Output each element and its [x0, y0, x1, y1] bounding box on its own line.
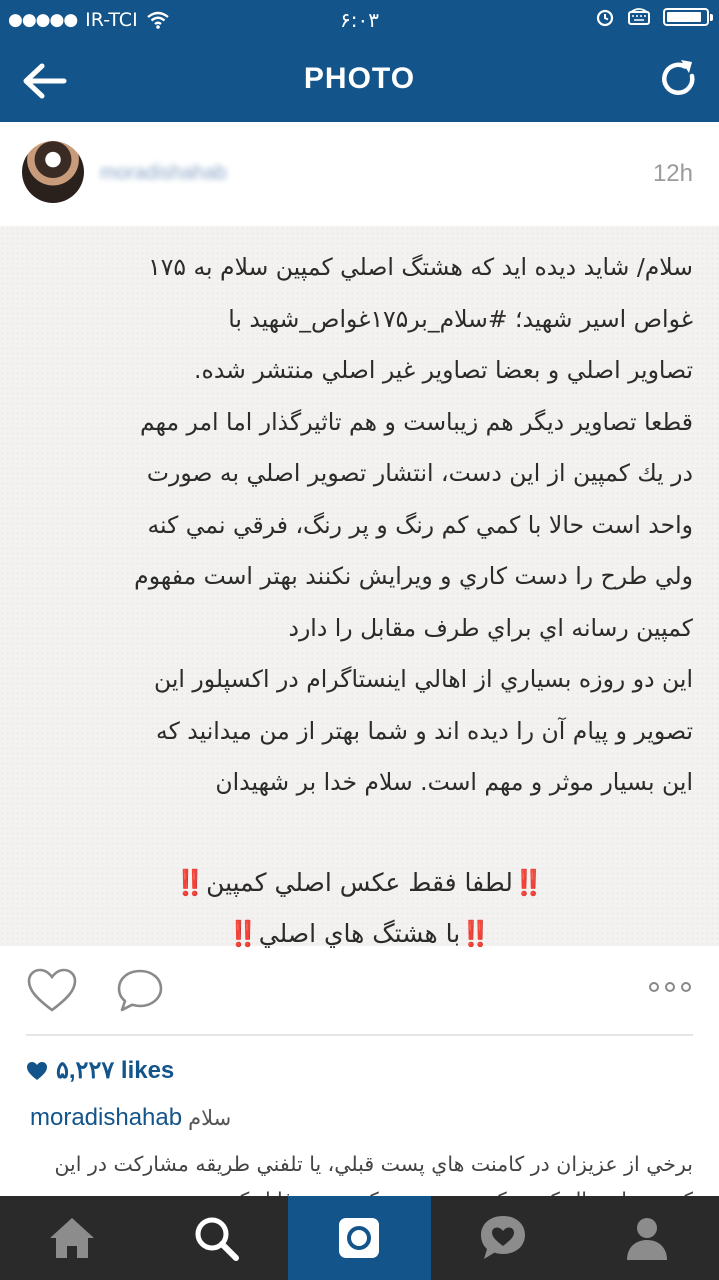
refresh-icon[interactable] — [659, 58, 699, 100]
status-time: ۶:۰۳ — [340, 8, 379, 32]
tty-icon — [627, 7, 651, 27]
photo-text — [26, 242, 693, 960]
post-timestamp: 12h — [652, 160, 693, 187]
tab-home[interactable] — [0, 1196, 144, 1280]
double-exclamation-icon: ‼️ — [512, 867, 545, 897]
signal-strength-icon: ●●●●● — [8, 10, 78, 30]
tab-activity[interactable] — [431, 1196, 575, 1280]
post-header — [0, 122, 719, 226]
post-actions — [0, 946, 719, 1036]
profile-icon — [621, 1212, 673, 1264]
double-exclamation-icon: ‼️ — [227, 919, 259, 948]
post-photo[interactable] — [0, 226, 719, 946]
tab-profile[interactable] — [575, 1196, 719, 1280]
photo-line: ولي طرح را دست کاري و ویرایش نکنند بهتر است مفهوم — [134, 562, 693, 590]
battery-icon — [663, 8, 709, 26]
tab-camera[interactable] — [288, 1196, 432, 1280]
photo-line: تصویر و پیام آن را دیده اند و شما بهتر از من میدانید که — [156, 716, 693, 745]
avatar[interactable] — [22, 141, 84, 203]
photo-line: این دو روزه بسیاري از اهالي اینستاگرام در اکسپلور این — [154, 665, 693, 693]
app-header — [0, 0, 719, 122]
photo-line: کمپین رسانه اي براي طرف مقابل را دارد — [288, 613, 693, 642]
photo-line: قطعا تصاویر دیگر هم زیباست و هم تاثیرگذار اما امر مهم — [139, 407, 693, 436]
photo-line: واحد است حالا با کمي کم رنگ و پر رنگ، فرقي نمي کنه — [147, 510, 693, 539]
caption-first-word: سلام — [188, 1107, 232, 1130]
double-exclamation-icon: ‼️ — [460, 919, 492, 948]
alarm-icon — [595, 7, 615, 27]
username-link[interactable]: moradishahab — [100, 162, 227, 184]
comment-icon[interactable] — [116, 968, 164, 1014]
double-exclamation-icon: ‼️ — [174, 867, 207, 897]
carrier-label: IR-TCI — [85, 9, 138, 31]
page-title: PHOTO — [303, 62, 416, 95]
photo-line: تصاویر اصلي و بعضا تصاویر غیر اصلي منتشر شده. — [194, 356, 693, 384]
photo-line: غواص اسیر شهید؛ #سلام_بر۱۷۵غواص_شهید با — [228, 304, 693, 333]
navigation-bar — [0, 40, 719, 122]
caption-username[interactable]: moradishahab — [30, 1104, 183, 1131]
status-bar — [0, 0, 719, 40]
more-options-icon[interactable] — [649, 982, 691, 992]
likes-label: ۵,۲۲۷ likes — [56, 1057, 175, 1084]
status-right — [595, 7, 709, 27]
home-icon — [46, 1212, 98, 1264]
caption-header — [30, 1104, 231, 1132]
filled-heart-icon — [26, 1061, 48, 1081]
photo-line: سلام/ شاید دیده اید که هشتگ اصلي کمپین سلام به ۱۷۵ — [148, 253, 693, 281]
activity-icon — [477, 1212, 529, 1264]
search-icon — [190, 1212, 242, 1264]
tab-search[interactable] — [144, 1196, 288, 1280]
divider — [26, 1034, 693, 1036]
camera-icon — [333, 1212, 385, 1264]
photo-line: در یك کمپین از این دست، انتشار تصویر اصلي به صورت — [146, 459, 693, 487]
heart-icon[interactable] — [26, 968, 78, 1014]
tab-bar — [0, 1196, 719, 1280]
battery-level — [667, 12, 701, 22]
caption-text: برخي از عزیزان در کامنت هاي پست قبلي، یا تلفني طریقه مشارکت در این — [54, 1152, 693, 1176]
emphasis-line: ‼️با هشتگ هاي اصلي‼️ — [227, 919, 492, 948]
likes-count[interactable] — [26, 1056, 174, 1085]
photo-line: این بسیار موثر و مهم است. سلام خدا بر شهیدان — [215, 768, 693, 796]
emphasis-line: ‼️لطفا فقط عکس اصلي کمپین‼️ — [174, 867, 545, 897]
